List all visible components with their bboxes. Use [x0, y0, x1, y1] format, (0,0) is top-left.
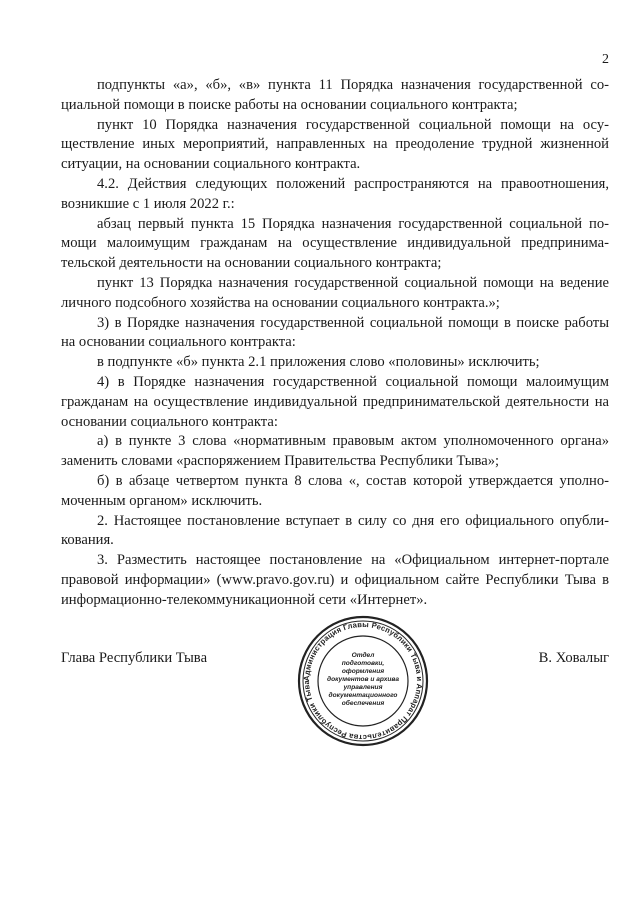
paragraph: 4.2. Действия следующих положений распространяются на правоотношения, возникшие с 1 июля 2022 г.: — [61, 175, 609, 212]
stamp-center-line: Отдел — [351, 652, 375, 659]
stamp-center-line: документов и архива — [327, 676, 399, 683]
paragraph: пункт 10 Порядка назначения государственной социальной помощи на осуществление иных мероприятий, направленных на преодоление трудной жизненной ситуации, на основании социального контракта. — [61, 116, 609, 173]
stamp-center-line: управления — [343, 684, 383, 691]
stamp-center-line: оформления — [341, 668, 385, 675]
paragraph: пункт 13 Порядка назначения государственной социальной помощи на ведение личного подсобного хозяйства на основании социального контракта.»; — [61, 274, 609, 311]
paragraph: подпункты «а», «б», «в» пункта 11 Порядка назначения государственной социальной помощи в поиске работы на основании социального контракта; — [61, 77, 609, 113]
paragraph: в подпункте «б» пункта 2.1 приложения слово «половины» исключить; — [97, 354, 540, 371]
paragraph: 4) в Порядке назначения государственной социальной помощи малоимущим гражданам на осуществление индивидуальной предпринимательской деятельности на основании социального контракта: — [61, 373, 609, 430]
stamp-center-line: обеспечения — [341, 700, 385, 707]
official-stamp — [296, 614, 430, 748]
paragraph: 2. Настоящее постановление вступает в силу со дня его официального опубликования. — [61, 512, 609, 549]
paragraph: 3) в Порядке назначения государственной социальной помощи в поиске работы на основании социального контракта: — [61, 314, 609, 351]
page-number: 2 — [602, 52, 609, 67]
paragraph: б) в абзаце четвертом пункта 8 слова «, состав которой утверждается уполномоченным органом» исключить. — [61, 472, 609, 509]
signer-name: В. Ховалыг — [538, 650, 609, 666]
paragraph: 3. Разместить настоящее постановление на «Официальном интернет-портале правовой информации» (www.pravo.gov.ru) и официальном сайте Республики Тыва в информационно-телекоммуникационной сети «Интернет». — [61, 552, 609, 608]
stamp-center-line: подготовки, — [341, 660, 385, 667]
signer-title: Глава Республики Тывa — [61, 650, 208, 666]
document-body — [61, 76, 609, 611]
stamp-center-line: документационного — [328, 692, 398, 699]
stamp-ring-text: Администрация Главы Республики Тыва и Аппарат Правительства Республики Тыва — [301, 619, 425, 743]
paragraph: а) в пункте 3 слова «нормативным правовым актом уполномоченного органа» заменить словами «распоряжением Правительства Республики Тыва»; — [61, 433, 609, 470]
paragraph: абзац первый пункта 15 Порядка назначения государственной социальной помощи малоимущим гражданам на осуществление индивидуальной предпринимательской деятельности на основании социального контракта; — [61, 215, 609, 272]
